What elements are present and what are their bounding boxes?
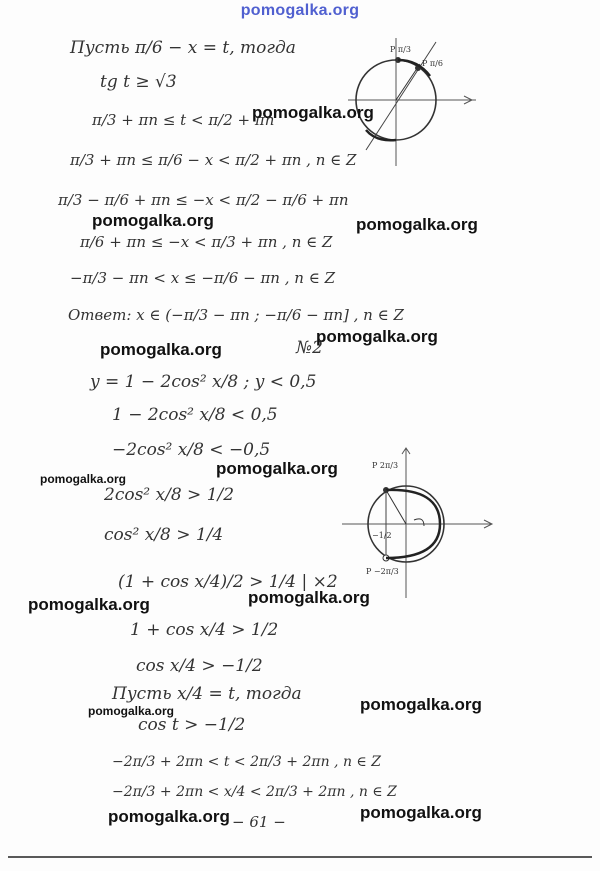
watermark: pomogalka.org (360, 695, 482, 714)
site-header[interactable]: pomogalka.org (240, 2, 360, 19)
line-let-t-2: Пусть x/4 = t, тогда (112, 684, 302, 704)
page-bottom-rule (8, 856, 592, 858)
circle2-label-p2: P −2π/3 (366, 567, 399, 576)
watermark: pomogalka.org (28, 595, 150, 614)
line-ineq-1: 1 − 2cos² x/8 < 0,5 (112, 405, 278, 425)
line-substitute: π/3 + πn ≤ π/6 − x < π/2 + πn , n ∈ Z (70, 151, 357, 169)
problem-number-2: №2 (296, 338, 323, 358)
line-t-range: π/3 + πn ≤ t < π/2 + πn (92, 111, 275, 129)
line-t-range-2: −2π/3 + 2πn < t < 2π/3 + 2πn , n ∈ Z (112, 754, 381, 770)
line-half-angle: (1 + cos x/4)/2 > 1/4 | ×2 (118, 572, 338, 592)
line-ineq-3: 2cos² x/8 > 1/2 (104, 485, 235, 505)
line-function: y = 1 − 2cos² x/8 ; y < 0,5 (90, 372, 317, 392)
circle1-label-p1: P π/3 (390, 45, 411, 54)
watermark: pomogalka.org (92, 211, 214, 230)
line-let-t: Пусть π/6 − x = t, тогда (70, 38, 296, 58)
unit-circle-diagram-2 (342, 448, 502, 598)
watermark: pomogalka.org (40, 472, 127, 486)
watermark: pomogalka.org (316, 327, 438, 346)
line-x4-range: −2π/3 + 2πn < x/4 < 2π/3 + 2πn , n ∈ Z (112, 784, 397, 800)
line-subtract: π/3 − π/6 + πn ≤ −x < π/2 − π/6 + πn (58, 191, 349, 209)
line-answer-1: Ответ: x ∈ (−π/3 − πn ; −π/6 − πn] , n ∈ Z (68, 306, 404, 324)
line-ineq-6: cos x/4 > −1/2 (136, 656, 263, 676)
line-ineq-2: −2cos² x/8 < −0,5 (112, 440, 271, 460)
line-ineq-5: 1 + cos x/4 > 1/2 (130, 620, 279, 640)
line-x-range: −π/3 − πn < x ≤ −π/6 − πn , n ∈ Z (70, 269, 335, 287)
watermark: pomogalka.org (108, 807, 230, 826)
page-number: − 61 − (232, 813, 286, 831)
circle2-label-half: −1/2 (372, 531, 392, 540)
line-minus-x-range: π/6 + πn ≤ −x < π/3 + πn , n ∈ Z (80, 233, 333, 251)
watermark: pomogalka.org (88, 704, 175, 718)
watermark: pomogalka.org (252, 103, 374, 122)
line-cos-t: cos t > −1/2 (138, 715, 246, 735)
watermark: pomogalka.org (216, 459, 338, 478)
watermark: pomogalka.org (248, 588, 370, 607)
circle2-label-p1: P 2π/3 (372, 461, 399, 470)
line-tg-inequality: tg t ≥ √3 (100, 72, 177, 92)
watermark: pomogalka.org (100, 340, 222, 359)
circle1-label-p2: P π/6 (422, 59, 443, 68)
watermark: pomogalka.org (356, 215, 478, 234)
watermark: pomogalka.org (360, 803, 482, 822)
line-ineq-4: cos² x/8 > 1/4 (104, 525, 224, 545)
